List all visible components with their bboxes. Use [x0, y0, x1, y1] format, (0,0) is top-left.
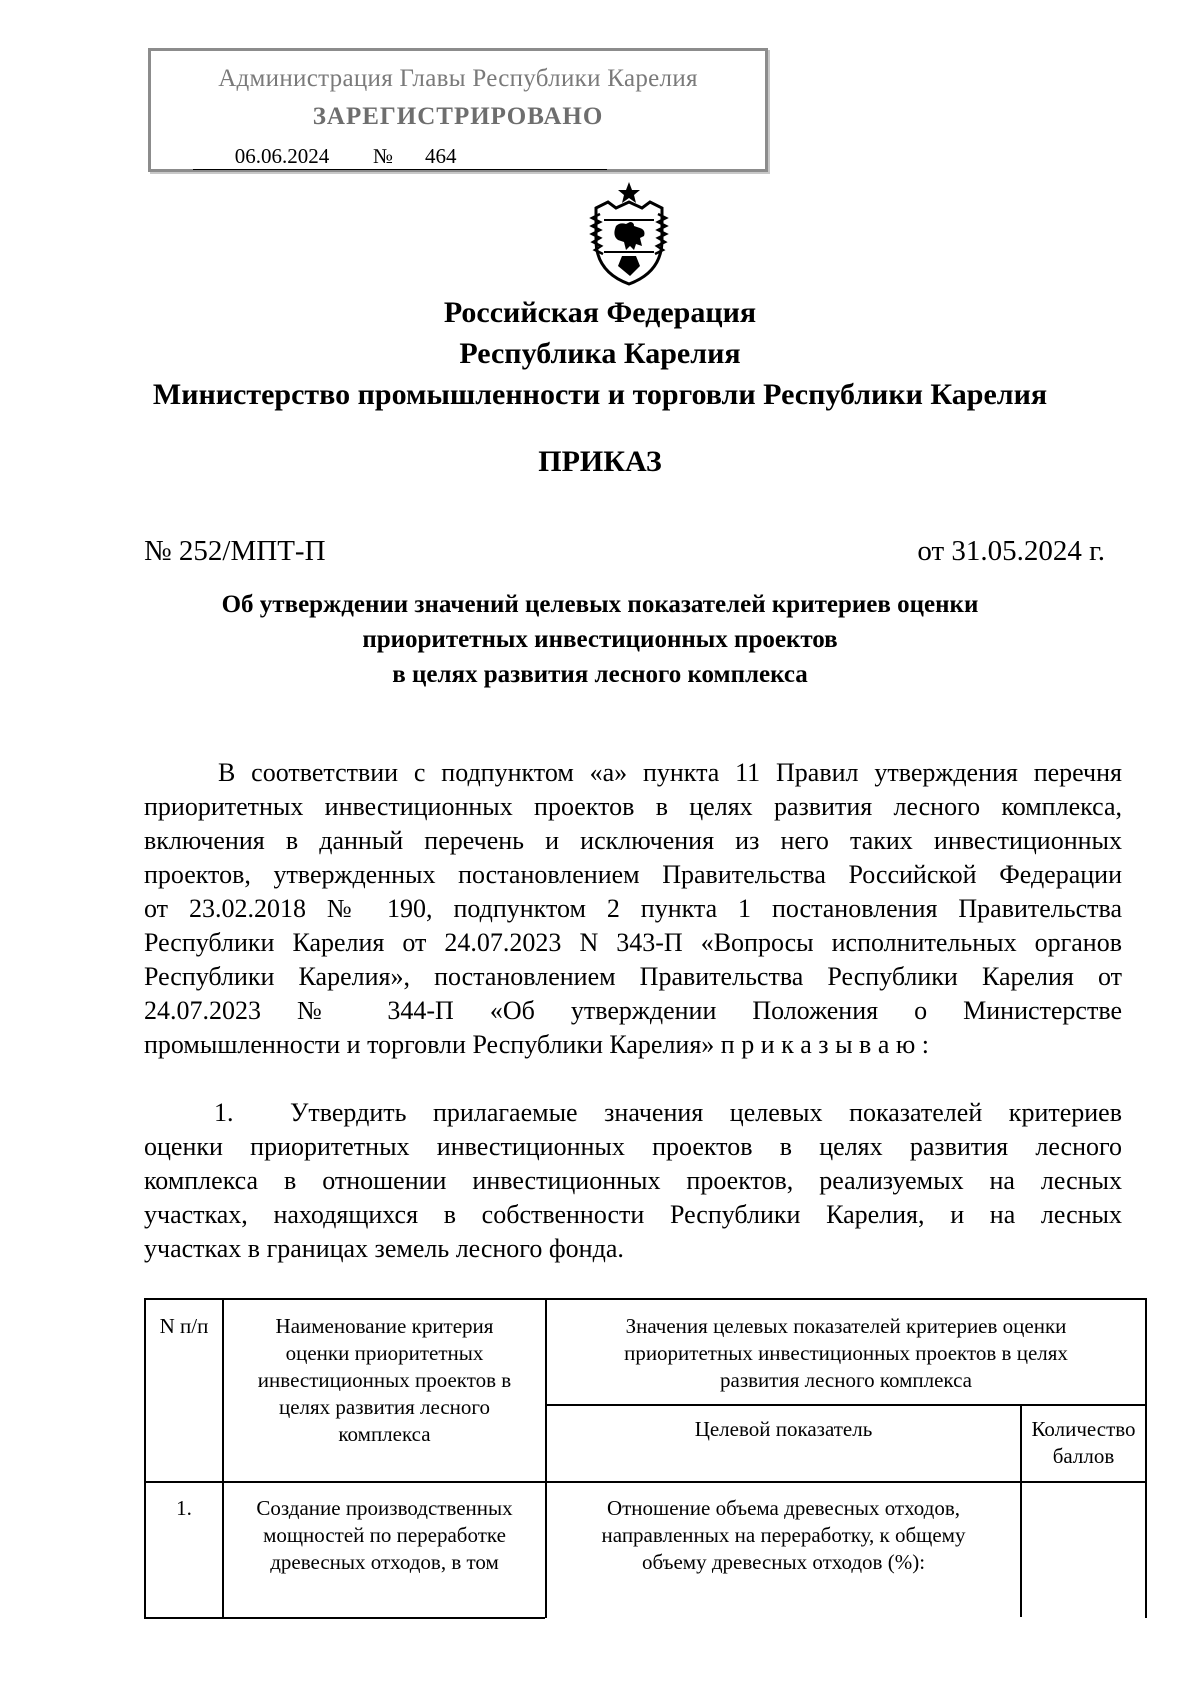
stamp-number: 464	[395, 144, 607, 170]
table-cell-line: мощностей по переработке	[263, 1523, 506, 1547]
table-cell-line: древесных отходов, в том	[270, 1550, 499, 1574]
table-row-target-indicator	[547, 1495, 1020, 1576]
header-cell-line: комплекса	[338, 1422, 431, 1446]
stamp-date: 06.06.2024	[193, 144, 371, 170]
header-cell-points	[1022, 1416, 1145, 1470]
subject-line: Об утверждении значений целевых показателей критериев оценки	[221, 591, 979, 618]
item-line: участках в границах земель лесного фонда.	[144, 1234, 624, 1263]
stamp-registration-line	[193, 144, 607, 170]
header-cell-line: Наименование критерия	[275, 1314, 494, 1338]
header-cell-line: развития лесного комплекса	[720, 1368, 972, 1392]
document-type-title: ПРИКАЗ	[538, 445, 662, 478]
item-line: Утвердить прилагаемые значения целевых показателей критериев	[290, 1098, 1122, 1127]
header-cell-line: Значения целевых показателей критериев оценки	[625, 1314, 1067, 1338]
preamble-line: Республики Карелия от 24.07.2023 N 343-П «Вопросы исполнительных органов	[144, 928, 1122, 957]
item-number: 1.	[214, 1098, 234, 1127]
subject-line: приоритетных инвестиционных проектов	[362, 626, 838, 653]
item-line: оценки приоритетных инвестиционных проектов в целях развития лесного	[144, 1132, 1122, 1161]
table-cell-line: направленных на переработку, к общему	[601, 1523, 966, 1547]
item-line: участках, находящихся в собственности Республики Карелия, и на лесных	[144, 1200, 1122, 1229]
header-cell-line: оценки приоритетных	[285, 1341, 484, 1365]
header-cell-line: целях развития лесного	[278, 1395, 490, 1419]
registration-stamp	[148, 48, 768, 172]
table-cell-line: Создание производственных	[256, 1496, 513, 1520]
header-cell-line: Количество	[1031, 1417, 1136, 1441]
item-line: комплекса в отношении инвестиционных проектов, реализуемых на лесных	[144, 1166, 1122, 1195]
table-row-number: 1.	[176, 1496, 192, 1520]
header-country: Российская Федерация	[443, 296, 757, 329]
stamp-status: ЗАРЕГИСТРИРОВАНО	[312, 103, 604, 130]
preamble-line: 24.07.2023 № 344-П «Об утверждении Положения о Министерстве	[144, 996, 1122, 1025]
header-cell-number: N п/п	[159, 1314, 209, 1338]
table-cell-line: Отношение объема древесных отходов,	[606, 1496, 961, 1520]
header-cell-line: приоритетных инвестиционных проектов в целях	[624, 1341, 1068, 1365]
header-republic: Республика Карелия	[459, 337, 741, 370]
preamble-line: Республики Карелия», постановлением Правительства Республики Карелия от	[144, 962, 1122, 991]
preamble-line: от 23.02.2018 № 190, подпунктом 2 пункта 1 постановления Правительства	[144, 894, 1122, 923]
header-cell-criterion-name	[224, 1313, 545, 1448]
header-cell-line: инвестиционных проектов в	[257, 1368, 512, 1392]
order-date: от 31.05.2024 г.	[917, 535, 1105, 567]
order-number: № 252/МПТ-П	[144, 535, 326, 567]
table-cell-line: объему древесных отходов (%):	[641, 1550, 926, 1574]
preamble-line: приоритетных инвестиционных проектов в целях развития лесного комплекса,	[144, 792, 1122, 821]
preamble-line: проектов, утвержденных постановлением Правительства Российской Федерации	[144, 860, 1122, 889]
table-row-criterion-name	[224, 1495, 545, 1576]
preamble-line: В соответствии с подпунктом «а» пункта 11 Правил утверждения перечня	[218, 758, 1122, 787]
stamp-authority: Администрация Главы Республики Карелия	[218, 65, 698, 92]
subject-line: в целях развития лесного комплекса	[392, 661, 808, 688]
stamp-number-sign: №	[373, 144, 394, 168]
header-cell-target-indicator: Целевой показатель	[694, 1417, 873, 1441]
preamble-line: включения в данный перечень и исключения из него таких инвестиционных	[144, 826, 1122, 855]
header-cell-target-values	[547, 1313, 1145, 1394]
preamble-line: промышленности и торговли Республики Карелия» п р и к а з ы в а ю :	[144, 1030, 930, 1059]
karelia-coat-of-arms-icon	[586, 180, 672, 288]
header-ministry: Министерство промышленности и торговли Республики Карелия	[152, 378, 1048, 411]
header-cell-line: баллов	[1052, 1444, 1115, 1468]
